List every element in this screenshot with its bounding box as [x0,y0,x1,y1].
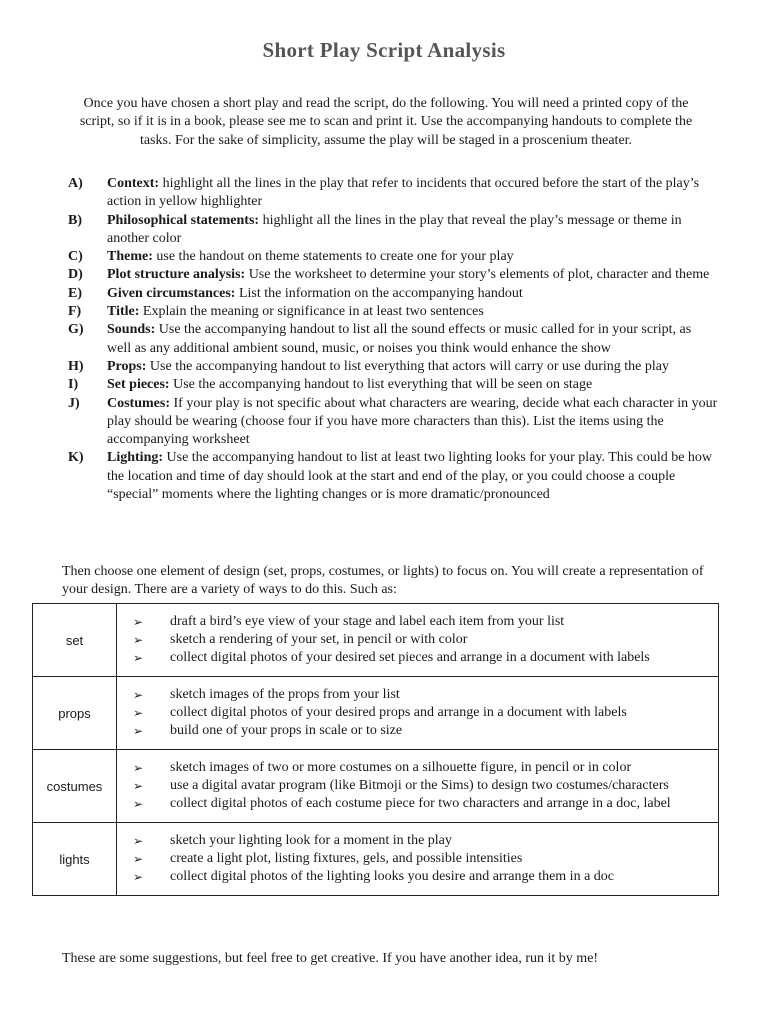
design-row-costumes [33,750,719,823]
task-text: Use the worksheet to determine your story’s elements of plot, character and theme [245,267,710,283]
arrow-bullet-icon: ➢ [133,797,144,812]
task-item [68,266,718,284]
idea-item [133,777,718,795]
task-letter: J) [68,395,80,411]
arrow-bullet-icon: ➢ [133,760,144,775]
task-item [68,395,718,450]
idea-item [133,686,718,704]
design-label: lights [33,823,117,896]
design-row-props [33,677,719,750]
task-item [68,358,718,376]
design-ideas [117,750,719,823]
arrow-bullet-icon: ➢ [133,651,144,666]
task-name: Props: [107,358,147,374]
page-title: Short Play Script Analysis [262,38,506,62]
idea-text: collect digital photos of the lighting looks you desire and arrange them in a doc [170,869,615,885]
idea-text: draft a bird’s eye view of your stage and label each item from your list [170,613,565,629]
task-letter: D) [68,267,83,283]
task-text: use the handout on theme statements to create one for your play [152,249,514,265]
task-letter: E) [68,285,82,301]
task-letter: A) [68,176,83,191]
design-label: props [33,677,117,750]
idea-item [133,704,718,722]
task-item [68,376,718,394]
design-options-table [32,603,719,896]
task-item [68,212,718,249]
idea-text: use a digital avatar program (like Bitmoji or the Sims) to design two costumes/characters [170,777,669,793]
idea-item [133,722,718,740]
idea-item [133,613,718,631]
arrow-bullet-icon: ➢ [133,614,144,629]
design-ideas [117,823,719,896]
idea-text: sketch images of two or more costumes on a silhouette figure, in pencil or in color [170,759,632,775]
design-row-set [33,604,719,677]
task-letter: H) [68,358,84,374]
arrow-bullet-icon: ➢ [133,851,144,866]
arrow-bullet-icon: ➢ [133,632,144,647]
arrow-bullet-icon: ➢ [133,705,144,720]
design-label: set [33,604,117,677]
design-instructions: Then choose one element of design (set, props, costumes, or lights) to focus on. You will create a representation of your design. There are a variety of ways to do this. Such as: [62,564,704,598]
task-letter: B) [68,212,82,228]
task-text: If your play is not specific about what characters are wearing, decide what each character in your play should be wearing (choose four if you have more characters than this). List the items using the accompanying worksheet [107,395,718,448]
task-text: Explain the meaning or significance in at least two sentences [139,304,484,320]
arrow-bullet-icon: ➢ [133,687,144,702]
closing-note: These are some suggestions, but feel free to get creative. If you have another idea, run it by me! [62,951,599,966]
arrow-bullet-icon: ➢ [133,833,144,848]
task-text: Use the accompanying handout to list everything that will be seen on stage [169,377,593,393]
idea-item [133,759,718,777]
intro-paragraph: Once you have chosen a short play and read the script, do the following. You will need a printed copy of the script, so if it is in a book, please see me to scan and print it. Use the accompanying handouts to complete the tasks. For the sake of simplicity, assume the play will be staged in a proscenium theater. [79,96,693,148]
task-name: Lighting: [107,450,164,466]
idea-item [133,850,718,868]
task-item [68,321,718,358]
arrow-bullet-icon: ➢ [133,724,144,739]
arrow-bullet-icon: ➢ [133,778,144,793]
task-text: Use the accompanying handout to list at least two lighting looks for your play. This could be how the location and time of day should look at the start and end of the play, or you could choose a couple “special” moments where the lighting changes or is more dramatic/pronounced [107,450,713,503]
task-name: Plot structure analysis: [107,267,246,283]
design-label: costumes [33,750,117,823]
task-list [68,175,718,504]
idea-text: collect digital photos of each costume piece for two characters and arrange in a doc, label [170,796,671,812]
idea-text: build one of your props in scale or to size [170,723,403,739]
design-row-lights [33,823,719,896]
task-text: Use the accompanying handout to list everything that actors will carry or use during the play [146,358,669,374]
idea-item [133,868,718,886]
design-ideas [117,604,719,677]
idea-text: collect digital photos of your desired set pieces and arrange in a document with labels [170,650,650,666]
task-name: Context: [107,176,160,191]
task-text: highlight all the lines in the play that refer to incidents that occured before the start of the play’s action in yellow highlighter [107,176,700,210]
task-letter: I) [68,377,79,393]
task-item [68,175,718,212]
idea-item [133,795,718,813]
idea-item [133,631,718,649]
task-item [68,248,718,266]
task-item [68,303,718,321]
idea-text: collect digital photos of your desired props and arrange in a document with labels [170,704,627,720]
idea-item [133,649,718,667]
task-name: Given circumstances: [107,285,236,301]
task-text: List the information on the accompanying handout [235,285,523,301]
task-name: Theme: [107,249,153,265]
task-name: Sounds: [107,322,156,338]
task-name: Title: [107,304,140,320]
task-text: Use the accompanying handout to list all the sound effects or music called for in your script, as well as any additional ambient sound, music, or noises you think would enhance the show [107,322,692,356]
task-text: highlight all the lines in the play that reveal the play’s message or theme in another color [107,212,682,246]
task-name: Philosophical statements: [107,212,260,228]
task-name: Set pieces: [107,377,170,393]
task-item [68,285,718,303]
design-ideas [117,677,719,750]
arrow-bullet-icon: ➢ [133,870,144,885]
task-letter: F) [68,304,82,320]
task-item [68,449,718,504]
idea-text: create a light plot, listing fixtures, gels, and possible intensities [170,850,523,866]
idea-text: sketch a rendering of your set, in pencil or with color [170,631,468,647]
idea-item [133,832,718,850]
task-name: Costumes: [107,395,170,411]
idea-text: sketch images of the props from your list [170,686,400,702]
task-letter: K) [68,450,84,466]
task-letter: G) [68,322,84,338]
task-letter: C) [68,249,83,265]
idea-text: sketch your lighting look for a moment in the play [170,832,452,848]
